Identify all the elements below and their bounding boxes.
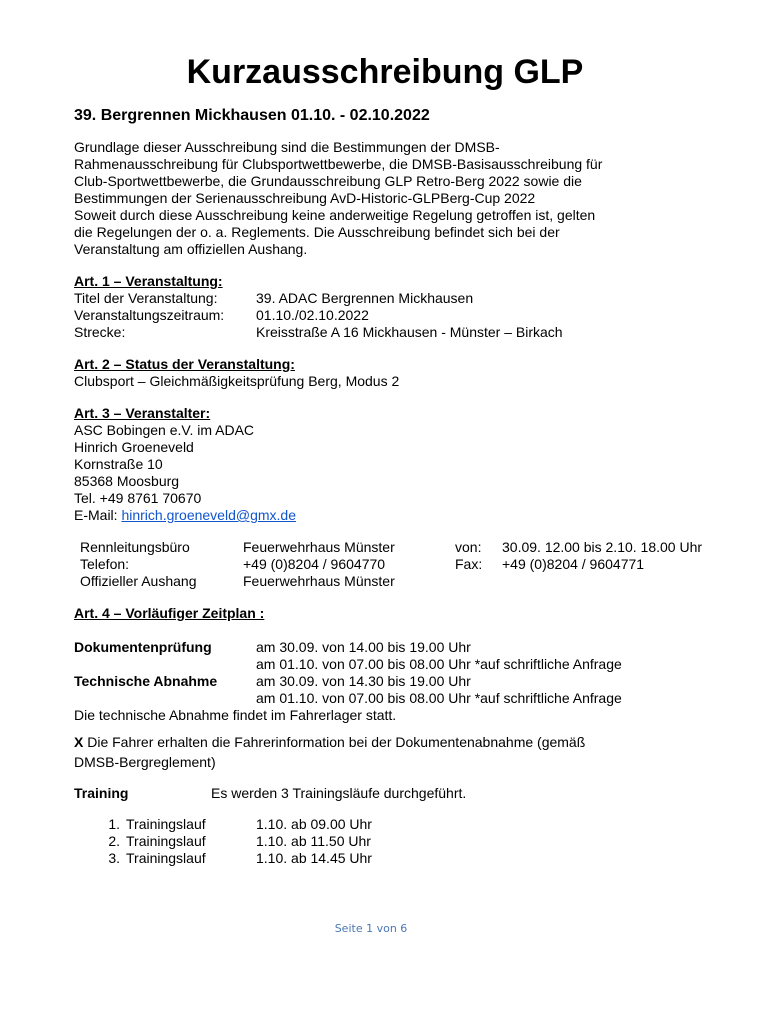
schedule-label (74, 690, 256, 707)
art4-section (74, 605, 734, 724)
schedule-value: am 30.09. von 14.30 bis 19.00 Uhr (256, 673, 471, 689)
schedule-row (74, 673, 734, 690)
schedule-label: Technische Abnahme (74, 673, 218, 689)
email-line (74, 507, 734, 524)
note-text: Die Fahrer erhalten die Fahrerinformation bei der Dokumentenabnahme (gemäß (83, 734, 586, 750)
art1-label: Strecke: (74, 324, 126, 340)
contact-cell: Fax: (455, 556, 483, 572)
art2-heading: Art. 2 – Status der Veranstaltung: (74, 356, 295, 372)
training-label: Training (74, 785, 129, 801)
document-page (74, 52, 734, 867)
training-list (74, 816, 734, 867)
art1-row (74, 307, 734, 324)
art2-section (74, 356, 734, 390)
organizer-line: Kornstraße 10 (74, 456, 163, 472)
art1-section (74, 273, 734, 341)
contact-cell: +49 (0)8204 / 9604771 (502, 556, 645, 572)
training-text: Es werden 3 Trainingsläufe durchgeführt. (211, 785, 467, 801)
schedule-label (74, 656, 256, 673)
list-name: Trainingslauf (126, 816, 206, 832)
organizer-line: ASC Bobingen e.V. im ADAC (74, 422, 255, 438)
list-time: 1.10. ab 11.50 Uhr (256, 833, 371, 849)
art4-heading: Art. 4 – Vorläufiger Zeitplan : (74, 605, 265, 621)
contact-row (80, 539, 734, 556)
document-title: Kurzausschreibung GLP (186, 53, 584, 91)
intro-line: Rahmenausschreibung für Clubsportwettbewerbe, die DMSB-Basisausschreibung für (74, 156, 603, 172)
contact-cell: Rennleitungsbüro (80, 539, 190, 555)
contact-cell (455, 573, 502, 590)
intro-line: Bestimmungen der Serienausschreibung AvD-Historic-GLPBerg-Cup 2022 (74, 190, 536, 206)
training-row (74, 785, 734, 802)
intro-line: Club-Sportwettbewerbe, die Grundausschreibung GLP Retro-Berg 2022 sowie die (74, 173, 582, 189)
contact-cell: 30.09. 12.00 bis 2.10. 18.00 Uhr (502, 539, 703, 555)
art1-value: 39. ADAC Bergrennen Mickhausen (256, 290, 474, 306)
contact-cell: Telefon: (80, 556, 130, 572)
schedule-note: Die technische Abnahme findet im Fahrerlager statt. (74, 707, 397, 723)
art1-value: 01.10./02.10.2022 (256, 307, 369, 323)
art2-text: Clubsport – Gleichmäßigkeitsprüfung Berg, Modus 2 (74, 373, 400, 389)
list-number: 1. (108, 816, 120, 832)
schedule-value: am 01.10. von 07.00 bis 08.00 Uhr *auf schriftliche Anfrage (256, 690, 622, 706)
contact-cell: Feuerwehrhaus Münster (243, 573, 395, 589)
intro-line: Grundlage dieser Ausschreibung sind die Bestimmungen der DMSB- (74, 139, 500, 155)
email-label: E-Mail: (74, 507, 122, 523)
list-item (74, 833, 734, 850)
note-mark: X (74, 734, 84, 750)
note-line (74, 732, 734, 752)
art3-heading: Art. 3 – Veranstalter: (74, 405, 211, 421)
contact-cell: von: (455, 539, 482, 555)
contact-cell: Feuerwehrhaus Münster (243, 539, 395, 555)
schedule-value: am 01.10. von 07.00 bis 08.00 Uhr *auf schriftliche Anfrage (256, 656, 622, 672)
intro-line: die Regelungen der o. a. Reglements. Die Ausschreibung befindet sich bei der (74, 224, 560, 240)
list-time: 1.10. ab 14.45 Uhr (256, 850, 372, 866)
contact-row (80, 556, 734, 573)
list-item (74, 816, 734, 833)
organizer-line: 85368 Moosburg (74, 473, 180, 489)
driver-info-note (74, 732, 734, 772)
list-number: 2. (108, 833, 120, 849)
note-line-2: DMSB-Bergreglement) (74, 754, 216, 770)
art1-row (74, 290, 734, 307)
schedule-row (74, 656, 734, 673)
contact-cell: +49 (0)8204 / 9604770 (243, 556, 386, 572)
intro-line: Veranstaltung am offiziellen Aushang. (74, 241, 308, 257)
contact-table (74, 539, 734, 590)
schedule-row (74, 639, 734, 656)
contact-cell: Offizieller Aushang (80, 573, 197, 589)
contact-row (80, 573, 734, 590)
list-number: 3. (108, 850, 120, 866)
art1-label: Veranstaltungszeitraum: (74, 307, 225, 323)
page-footer: Seite 1 von 6 (334, 922, 408, 935)
intro-line: Soweit durch diese Ausschreibung keine anderweitige Regelung getroffen ist, gelten (74, 207, 596, 223)
schedule-table (74, 639, 734, 724)
event-subtitle: 39. Bergrennen Mickhausen 01.10. - 02.10.2022 (74, 107, 430, 124)
list-time: 1.10. ab 09.00 Uhr (256, 816, 372, 832)
email-link[interactable]: hinrich.groeneveld@gmx.de (121, 507, 296, 523)
organizer-line: Hinrich Groeneveld (74, 439, 194, 455)
schedule-value: am 30.09. von 14.00 bis 19.00 Uhr (256, 639, 471, 655)
schedule-label: Dokumentenprüfung (74, 639, 212, 655)
schedule-row (74, 690, 734, 707)
list-name: Trainingslauf (126, 850, 206, 866)
list-item (74, 850, 734, 867)
art3-section (74, 405, 734, 524)
art1-label: Titel der Veranstaltung: (74, 290, 218, 306)
art1-value: Kreisstraße A 16 Mickhausen - Münster – Birkach (256, 324, 563, 340)
art1-heading: Art. 1 – Veranstaltung: (74, 273, 223, 289)
organizer-line: Tel. +49 8761 70670 (74, 490, 202, 506)
art1-row (74, 324, 734, 341)
list-name: Trainingslauf (126, 833, 206, 849)
intro-paragraph (74, 139, 734, 258)
